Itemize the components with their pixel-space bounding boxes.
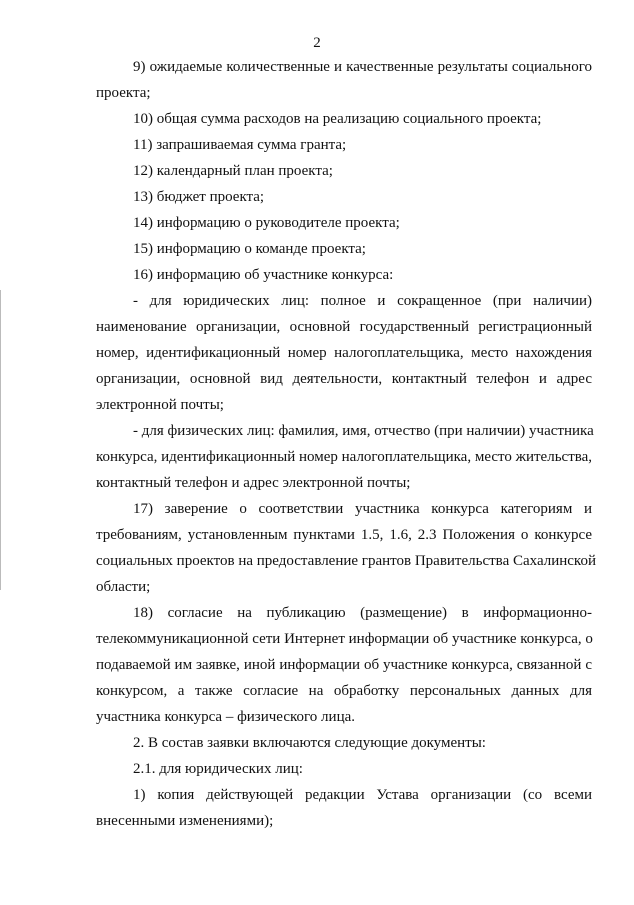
text-line: внесенными изменениями);: [96, 813, 274, 829]
text-line: электронной почты;: [96, 397, 224, 413]
text-line: подаваемой им заявке, иной информации об участнике конкурса, связанной с: [96, 657, 592, 673]
text-line: 13) бюджет проекта;: [133, 189, 265, 205]
page-number: 2: [313, 35, 321, 51]
text-line: номер, идентификационный номер налогоплательщика, место нахождения: [96, 345, 592, 361]
text-line: 2. В состав заявки включаются следующие документы:: [133, 735, 486, 751]
text-line: требованиям, установленным пунктами 1.5, 1.6, 2.3 Положения о конкурсе: [96, 527, 592, 543]
text-line: телекоммуникационной сети Интернет информации об участнике конкурса, о: [96, 631, 593, 647]
text-line: конкурса, идентификационный номер налогоплательщика, место жительства,: [96, 449, 593, 465]
text-line: контактный телефон и адрес электронной почты;: [96, 475, 411, 491]
scan-edge-mark: [0, 290, 1, 590]
text-line: 9) ожидаемые количественные и качественные результаты социального: [133, 59, 592, 75]
text-line: области;: [96, 579, 151, 595]
text-line: конкурсом, а также согласие на обработку персональных данных для: [96, 683, 592, 699]
text-line: 2.1. для юридических лиц:: [133, 761, 303, 777]
text-line: организации, основной вид деятельности, контактный телефон и адрес: [96, 371, 592, 387]
text-line: 1) копия действующей редакции Устава организации (со всеми: [133, 787, 592, 803]
text-line: 10) общая сумма расходов на реализацию социального проекта;: [133, 111, 542, 127]
text-line: проекта;: [96, 85, 151, 101]
text-line: 16) информацию об участнике конкурса:: [133, 267, 394, 283]
text-line: участника конкурса – физического лица.: [96, 709, 355, 725]
text-line: 17) заверение о соответствии участника конкурса категориям и: [133, 501, 592, 517]
text-line: 15) информацию о команде проекта;: [133, 241, 366, 257]
text-line: - для физических лиц: фамилия, имя, отчество (при наличии) участника: [133, 423, 594, 439]
text-line: 11) запрашиваемая сумма гранта;: [133, 137, 347, 153]
text-line: 14) информацию о руководителе проекта;: [133, 215, 400, 231]
text-line: наименование организации, основной государственный регистрационный: [96, 319, 592, 335]
text-line: 18) согласие на публикацию (размещение) в информационно-: [133, 605, 592, 621]
text-line: социальных проектов на предоставление грантов Правительства Сахалинской: [96, 553, 596, 569]
text-line: - для юридических лиц: полное и сокращенное (при наличии): [133, 293, 592, 309]
text-line: 12) календарный план проекта;: [133, 163, 333, 179]
